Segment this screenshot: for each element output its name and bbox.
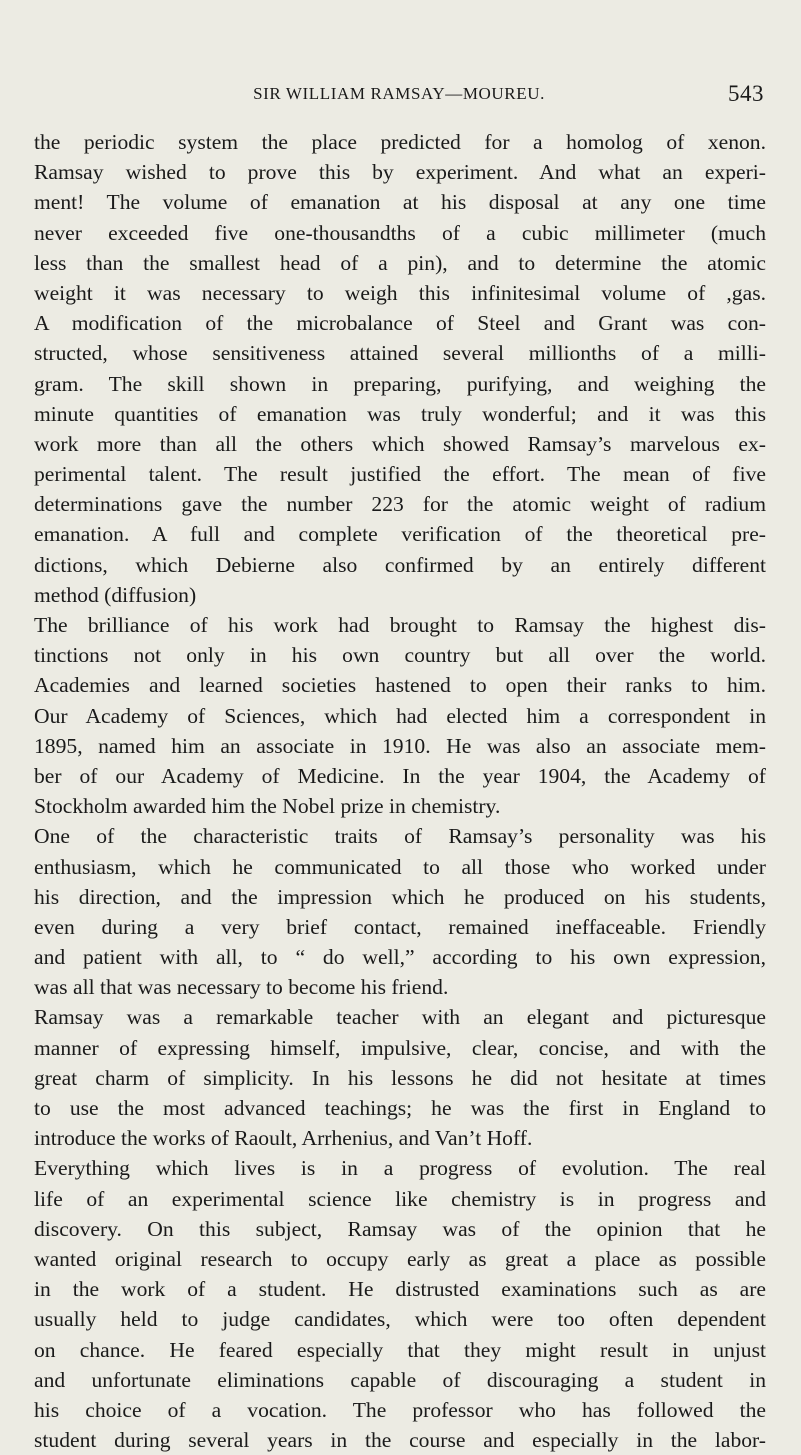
text-line: Our Academy of Sciences, which had elected him a correspondent in xyxy=(34,703,766,728)
text-line: never exceeded five one-thousandths of a cubic millimeter (much xyxy=(34,220,766,245)
text-line: and patient with all, to “ do well,” according to his own expression, xyxy=(34,945,766,970)
text-line: in the work of a student. He distrusted examinations such as are xyxy=(34,1277,766,1302)
text-line: determinations gave the number 223 for the atomic weight of radium xyxy=(34,492,766,517)
text-line: tinctions not only in his own country but all over the world. xyxy=(34,643,766,668)
text-line: weight it was necessary to weigh this infinitesimal volume of ,gas. xyxy=(34,280,766,305)
text-line: emanation. A full and complete verification of the theoretical pre- xyxy=(34,522,766,547)
text-line: great charm of simplicity. In his lessons he did not hesitate at times xyxy=(34,1065,766,1090)
text-line: was all that was necessary to become his friend. xyxy=(34,975,449,1000)
running-head-title: SIR WILLIAM RAMSAY—MOUREU. xyxy=(253,84,545,103)
text-line: even during a very brief contact, remained ineffaceable. Friendly xyxy=(34,914,766,939)
text-line: Academies and learned societies hastened to open their ranks to him. xyxy=(34,673,766,698)
text-line: gram. The skill shown in preparing, purifying, and weighing the xyxy=(34,371,766,396)
text-line: structed, whose sensitiveness attained several millionths of a milli- xyxy=(34,341,766,366)
text-line: the periodic system the place predicted for a homolog of xenon. xyxy=(34,130,766,154)
text-line: wanted original research to occupy early as great a place as possible xyxy=(34,1246,766,1271)
text-line: ment! The volume of emanation at his disposal at any one time xyxy=(34,190,766,215)
text-line: introduce the works of Raoult, Arrhenius, and Van’t Hoff. xyxy=(34,1126,533,1151)
text-line: manner of expressing himself, impulsive, clear, concise, and with the xyxy=(34,1035,766,1060)
text-line: less than the smallest head of a pin), and to determine the atomic xyxy=(34,250,766,275)
text-line: to use the most advanced teachings; he was the first in England to xyxy=(34,1096,766,1120)
text-line: and unfortunate eliminations capable of discouraging a student in xyxy=(34,1367,766,1392)
text-line: ber of our Academy of Medicine. In the year 1904, the Academy of xyxy=(34,763,766,788)
text-line: work more than all the others which showed Ramsay’s marvelous ex- xyxy=(34,431,766,456)
text-line: perimental talent. The result justified the effort. The mean of five xyxy=(34,462,766,487)
text-line: Stockholm awarded him the Nobel prize in chemistry. xyxy=(34,794,501,819)
text-line: 1895, named him an associate in 1910. He was also an associate mem- xyxy=(34,733,766,758)
text-line: A modification of the microbalance of Steel and Grant was con- xyxy=(34,311,766,336)
text-line: his choice of a vocation. The professor who has followed the xyxy=(34,1397,766,1422)
text-line: minute quantities of emanation was truly wonderful; and it was this xyxy=(34,401,766,426)
running-head xyxy=(34,81,764,112)
text-line: dictions, which Debierne also confirmed by an entirely different xyxy=(34,552,766,577)
text-line: enthusiasm, which he communicated to all those who worked under xyxy=(34,854,766,879)
text-line: student during several years in the course and especially in the labor- xyxy=(34,1428,766,1453)
text-line: discovery. On this subject, Ramsay was of the opinion that he xyxy=(34,1216,766,1241)
text-line: Ramsay was a remarkable teacher with an elegant and picturesque xyxy=(34,1005,766,1030)
text-line: life of an experimental science like chemistry is in progress and xyxy=(34,1186,766,1211)
text-line: The brilliance of his work had brought to Ramsay the highest dis- xyxy=(34,613,766,637)
text-line: One of the characteristic traits of Ramsay’s personality was his xyxy=(34,824,766,849)
text-line: Ramsay wished to prove this by experiment. And what an experi- xyxy=(34,160,766,185)
text-line: usually held to judge candidates, which were too often dependent xyxy=(34,1307,766,1332)
page-number: 543 xyxy=(728,81,764,106)
text-line: his direction, and the impression which he produced on his students, xyxy=(34,884,766,909)
text-line: on chance. He feared especially that they might result in unjust xyxy=(34,1337,766,1362)
body-text xyxy=(34,127,766,1455)
text-line: method (diffusion) xyxy=(34,582,197,607)
text-line: Everything which lives is in a progress of evolution. The real xyxy=(34,1156,766,1181)
